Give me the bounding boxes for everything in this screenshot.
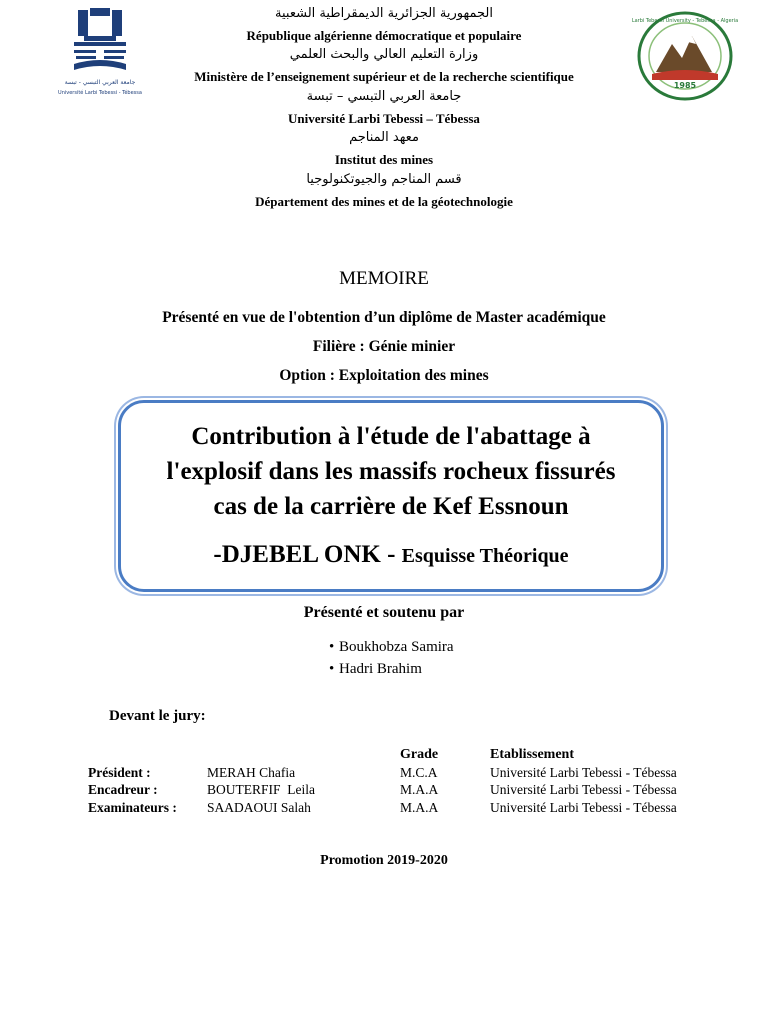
jury-row — [0, 782, 768, 800]
thesis-title-line-1: Contribution à l'étude de l'abattage à — [191, 423, 591, 450]
jury-grade: M.C.A — [400, 765, 438, 780]
logo-left-arabic-text: جامعة العربي التبسي - تبسة — [64, 79, 136, 86]
jury-etablissement: Université Larbi Tebessi - Tébessa — [490, 800, 677, 815]
jury-row — [0, 800, 768, 818]
header-french-department: Département des mines et de la géotechnologie — [255, 194, 513, 209]
promotion-year: Promotion 2019-2020 — [320, 853, 448, 868]
logo-left-french-text: Université Larbi Tebessi - Tébessa — [58, 90, 142, 96]
student-name: Hadri Brahim — [339, 661, 422, 677]
memoire-title: MEMOIRE — [339, 268, 429, 289]
jury-grade: M.A.A — [400, 800, 439, 815]
header-arabic-institute: معهد المناجم — [349, 130, 419, 145]
jury-role: Président : — [88, 765, 151, 780]
header-arabic-department: قسم المناجم والجيوتكنولوجيا — [306, 172, 462, 187]
jury-name: BOUTERFIF Leila — [207, 782, 315, 797]
thesis-location: -DJEBEL ONK - — [213, 541, 402, 568]
student-item: • Hadri Brahim — [329, 661, 422, 677]
jury-name: MERAH Chafia — [207, 765, 296, 780]
jury-name: SAADAOUI Salah — [207, 800, 311, 815]
jury-role: Encadreur : — [88, 782, 158, 797]
header-french-republic: République algérienne démocratique et populaire — [246, 28, 522, 43]
memoire-filiere: Filière : Génie minier — [312, 338, 456, 355]
jury-role: Examinateurs : — [88, 800, 177, 815]
seal-text: Larbi Tebessi University - Tebessa - Algeria — [631, 18, 739, 24]
jury-grade: M.A.A — [400, 782, 439, 797]
student-name: Boukhobza Samira — [339, 639, 454, 655]
jury-etablissement: Université Larbi Tebessi - Tébessa — [490, 765, 677, 780]
header-french-university: Université Larbi Tebessi – Tébessa — [288, 111, 480, 126]
jury-etablissement: Université Larbi Tebessi - Tébessa — [490, 782, 677, 797]
student-item: • Boukhobza Samira — [329, 639, 454, 655]
header-arabic-ministry: وزارة التعليم العالي والبحث العلمي — [289, 47, 479, 62]
jury-label: Devant le jury: — [109, 708, 206, 724]
thesis-title-line-3: cas de la carrière de Kef Essnoun — [213, 493, 569, 520]
jury-header-grade: Grade — [400, 747, 439, 762]
thesis-title-line-2: l'explosif dans les massifs rocheux fissurés — [166, 458, 616, 485]
thesis-title-box — [118, 400, 664, 592]
seal-year: 1985 — [673, 81, 697, 90]
header-arabic-republic: الجمهورية الجزائرية الديمقراطية الشعبية — [275, 6, 493, 21]
header-french-ministry: Ministère de l’enseignement supérieur et de la recherche scientifique — [194, 69, 574, 84]
thesis-subtitle: Esquisse Théorique — [401, 545, 569, 567]
thesis-title-line-4 — [121, 541, 661, 569]
presented-by-label: Présenté et soutenu par — [303, 604, 465, 621]
memoire-purpose: Présenté en vue de l'obtention d’un diplôme de Master académique — [162, 309, 606, 326]
jury-row — [0, 765, 768, 783]
header-arabic-university: جامعة العربي التبسي – تبسة — [306, 89, 462, 104]
memoire-option: Option : Exploitation des mines — [279, 367, 489, 384]
jury-header-etablissement: Etablissement — [490, 747, 574, 762]
header-french-institute: Institut des mines — [334, 152, 434, 167]
